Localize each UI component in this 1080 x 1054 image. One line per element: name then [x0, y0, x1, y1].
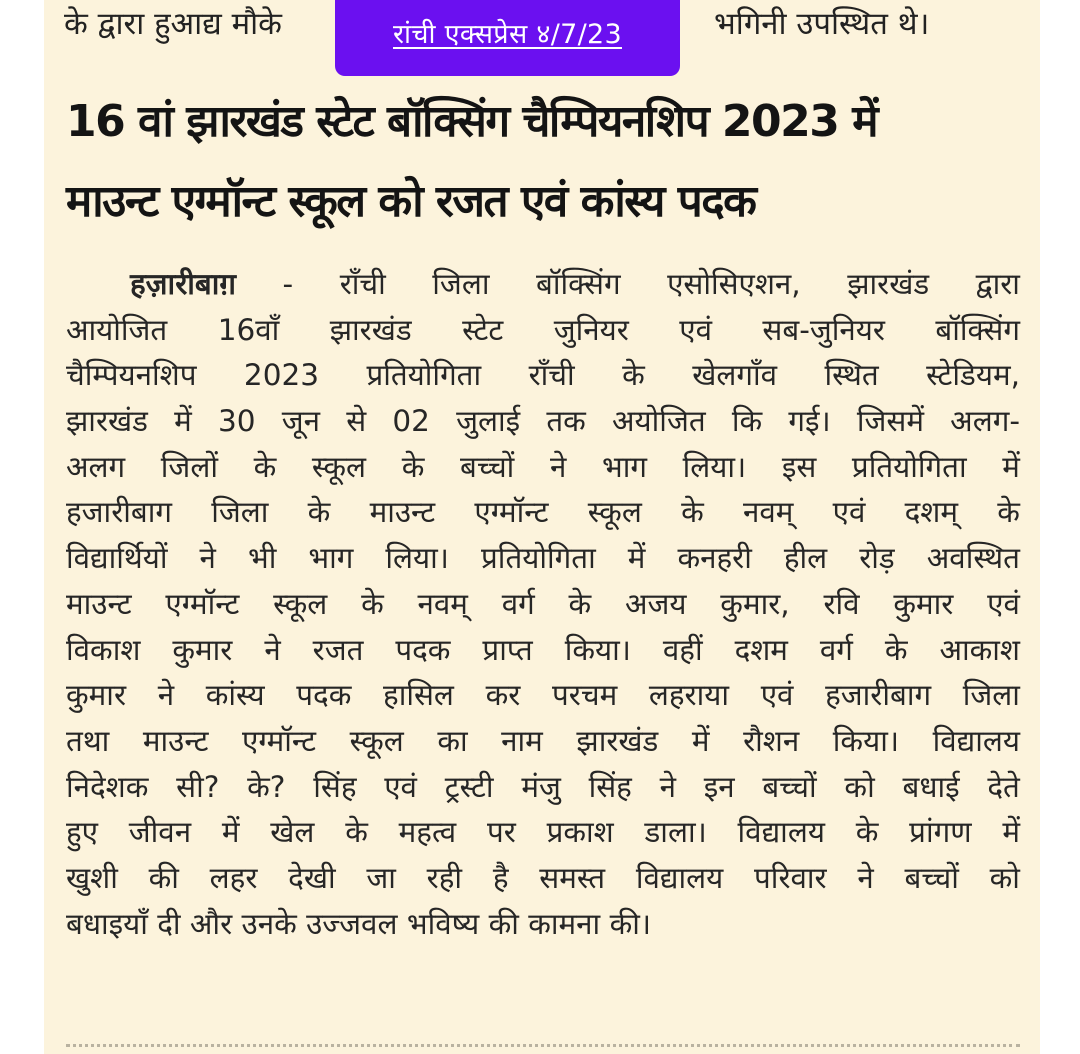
word: के?: [247, 769, 286, 804]
word: स्टेट: [462, 312, 504, 347]
word: ने: [659, 769, 676, 804]
word: स्कूल: [273, 586, 328, 621]
word: रवि: [823, 586, 860, 621]
word: झारखंड: [576, 723, 659, 758]
word: हुए: [66, 815, 98, 850]
word: बॉक्सिंग: [535, 267, 621, 301]
word: स्कूल: [587, 495, 642, 530]
word: तक: [546, 404, 586, 439]
word: प्रांगण: [909, 815, 972, 850]
body-line: [66, 353, 1020, 399]
body-line: [66, 399, 1020, 445]
word: लिया।: [385, 541, 449, 576]
word: हजारीबाग: [66, 495, 172, 530]
word: ने: [857, 860, 874, 895]
word: रजत: [312, 632, 364, 667]
word: के: [401, 449, 425, 484]
word: अलग-: [950, 404, 1020, 439]
body-line: [66, 719, 1020, 765]
word: के: [345, 815, 368, 850]
word: एवं: [760, 678, 794, 713]
word: वर्ग: [819, 632, 853, 667]
word: कनहरी: [677, 541, 752, 576]
word: इन: [703, 769, 735, 804]
word: के: [681, 495, 704, 530]
newspaper-clipping: [44, 0, 1040, 1054]
body-line: [66, 308, 1020, 354]
word: को: [989, 860, 1020, 895]
word: रॉंची: [339, 267, 386, 301]
word: कुमार: [172, 632, 233, 667]
word: दशम्: [904, 495, 958, 530]
body-line: [66, 628, 1020, 674]
word: डाला।: [644, 815, 707, 850]
word: के: [884, 632, 908, 667]
word: को: [844, 769, 875, 804]
word: रही: [426, 860, 463, 895]
word: में: [691, 723, 710, 758]
word: हील: [783, 541, 828, 576]
word: विद्यालय: [635, 860, 724, 895]
word: जिसमें: [856, 404, 924, 439]
word: सिंह: [313, 769, 357, 804]
word: के: [855, 815, 879, 850]
word: खेलगाँव: [692, 358, 777, 393]
word: स्कूल: [349, 723, 404, 758]
word: कांस्य: [205, 678, 265, 713]
word: कुमार: [66, 678, 127, 713]
word: कि: [731, 404, 763, 439]
word: नाम: [501, 723, 543, 758]
body-line: [66, 445, 1020, 491]
word: आकाश: [939, 632, 1020, 667]
word: जिला: [962, 678, 1020, 713]
word: ने: [549, 449, 567, 484]
word: चैम्पियनशिप: [66, 358, 197, 393]
word: ट्रस्टी: [444, 769, 494, 804]
word: माउन्ट: [142, 723, 209, 758]
word: में: [221, 815, 240, 850]
fragment-right-text: भगिनी उपस्थित थे।: [714, 6, 930, 42]
word: पर: [486, 815, 516, 850]
word: ने: [264, 632, 281, 667]
word: द्वारा: [975, 267, 1020, 301]
word: माउन्ट: [369, 495, 436, 530]
word: बच्चों: [762, 769, 817, 804]
word: रॉंची: [528, 358, 575, 393]
word: जिलों: [160, 449, 218, 484]
word: अलग: [66, 449, 126, 484]
word: माउन्ट: [66, 586, 132, 621]
word: हासिल: [383, 678, 454, 713]
word: एग्मॉन्ट: [474, 495, 549, 530]
word: गई।: [788, 404, 831, 439]
word: 02: [392, 404, 430, 439]
article-body: [66, 262, 1020, 947]
word: खेल: [270, 815, 315, 850]
body-line: [66, 673, 1020, 719]
word: जुनियर: [553, 312, 629, 347]
word: विद्यालय: [737, 815, 825, 850]
word: अजय: [624, 586, 687, 621]
word: देते: [987, 769, 1020, 804]
body-line: [66, 536, 1020, 582]
word: महत्व: [398, 815, 457, 850]
word: जा: [366, 860, 396, 895]
word: एग्मॉन्ट: [242, 723, 317, 758]
body-line: [66, 765, 1020, 811]
word: के: [568, 586, 592, 621]
word: कुमार: [893, 586, 954, 621]
word: 2023: [243, 358, 319, 393]
column-divider: [66, 1044, 1020, 1047]
word: समस्त: [539, 860, 606, 895]
word: के: [253, 449, 277, 484]
word: जीवन: [128, 815, 192, 850]
word: भाग: [601, 449, 647, 484]
word: में: [1002, 815, 1020, 850]
body-line: [66, 490, 1020, 536]
word: एग्मॉन्ट: [165, 586, 240, 621]
word: एवं: [679, 312, 712, 347]
word: परचम: [552, 678, 618, 713]
word: की: [148, 860, 179, 895]
word: भी: [247, 541, 277, 576]
word: लहराया: [648, 678, 730, 713]
body-line: [66, 262, 1020, 308]
word: ने: [157, 678, 175, 713]
source-date-badge: [335, 0, 680, 76]
word: निदेशक: [66, 769, 149, 804]
word: प्रतियोगिता: [481, 541, 596, 576]
article-headline: [66, 82, 1026, 242]
word: में: [174, 404, 192, 439]
word: जिला: [432, 267, 490, 301]
word: एवं: [832, 495, 866, 530]
word: 30: [217, 404, 256, 439]
word: लिया।: [682, 449, 747, 484]
word: जुलाई: [456, 404, 521, 439]
word: नवम्: [742, 495, 794, 530]
word: 16वाँ: [217, 312, 280, 347]
word: विकाश: [66, 632, 141, 667]
word: तथा: [66, 723, 110, 758]
dateline: हज़ारीबाग़: [130, 267, 236, 301]
word: जिला: [211, 495, 269, 530]
body-line: [66, 582, 1020, 628]
word: के: [361, 586, 384, 621]
word: देखी: [288, 860, 336, 895]
word: सी?: [176, 769, 220, 804]
word: लहर: [209, 860, 258, 895]
body-line: [66, 856, 1020, 902]
body-line: बधाइयाँ दी और उनके उज्जवल भविष्य की कामना की।: [66, 906, 652, 941]
word: रोड़: [859, 541, 895, 576]
word: स्कूल: [311, 449, 367, 484]
word: मंजु: [521, 769, 561, 804]
body-line: [66, 810, 1020, 856]
word: झारखंड: [66, 404, 148, 439]
word: का: [437, 723, 468, 758]
word: वर्ग: [501, 586, 535, 621]
word: अवस्थित: [926, 541, 1020, 576]
word: एवं: [384, 769, 417, 804]
word: से: [346, 404, 367, 439]
word: अयोजित: [612, 404, 706, 439]
word: झारखंड: [847, 267, 930, 301]
word: कुमार,: [720, 586, 790, 621]
word: प्रकाश: [546, 815, 614, 850]
word: नवम्: [417, 586, 468, 621]
word: एसोसिएशन,: [667, 267, 801, 301]
word: विद्यालय: [932, 723, 1020, 758]
word: बॉक्सिंग: [935, 312, 1020, 347]
word: किया।: [832, 723, 900, 758]
source-date-text: रांची एक्सप्रेस ४/7/23: [393, 19, 622, 50]
word: एवं: [987, 586, 1020, 621]
word: के: [997, 495, 1020, 530]
word: वहीं: [662, 632, 703, 667]
word: बधाई: [902, 769, 960, 804]
word: में: [1002, 449, 1020, 484]
word: आयोजित: [66, 312, 168, 347]
word: परिवार: [754, 860, 827, 895]
word: रौशन: [743, 723, 800, 758]
fragment-left-text: के द्वारा हुआद्य मौके: [64, 6, 282, 42]
word: ने: [199, 541, 216, 576]
word: प्राप्त: [482, 632, 533, 667]
word: जून: [281, 404, 320, 439]
word: के: [307, 495, 331, 530]
headline-line-1: 16 वां झारखंड स्टेट बॉक्सिंग चैम्पियनशिप 2023 में: [66, 96, 878, 147]
word: है: [492, 860, 509, 895]
word: दशम: [734, 632, 788, 667]
word: खुशी: [66, 860, 118, 895]
word: बच्चों: [459, 449, 515, 484]
word: में: [627, 541, 646, 576]
word: पदक: [296, 678, 352, 713]
word: पदक: [395, 632, 451, 667]
word: स्टेडियम,: [926, 358, 1020, 393]
word: किया।: [564, 632, 631, 667]
word: कर: [485, 678, 521, 713]
word: झारखंड: [329, 312, 412, 347]
word: प्रतियोगिता: [366, 358, 482, 393]
word: भाग: [308, 541, 354, 576]
headline-line-2: माउन्ट एग्मॉन्ट स्कूल को रजत एवं कांस्य पदक: [66, 176, 756, 227]
word: सिंह: [588, 769, 632, 804]
word: प्रतियोगिता: [851, 449, 967, 484]
word: विद्यार्थियों: [66, 541, 168, 576]
word: सब-जुनियर: [762, 312, 885, 347]
word: इस: [781, 449, 817, 484]
word: बच्चों: [904, 860, 959, 895]
word: हजारीबाग: [825, 678, 932, 713]
word: स्थित: [824, 358, 879, 393]
word: के: [622, 358, 645, 393]
word: -: [282, 267, 294, 301]
